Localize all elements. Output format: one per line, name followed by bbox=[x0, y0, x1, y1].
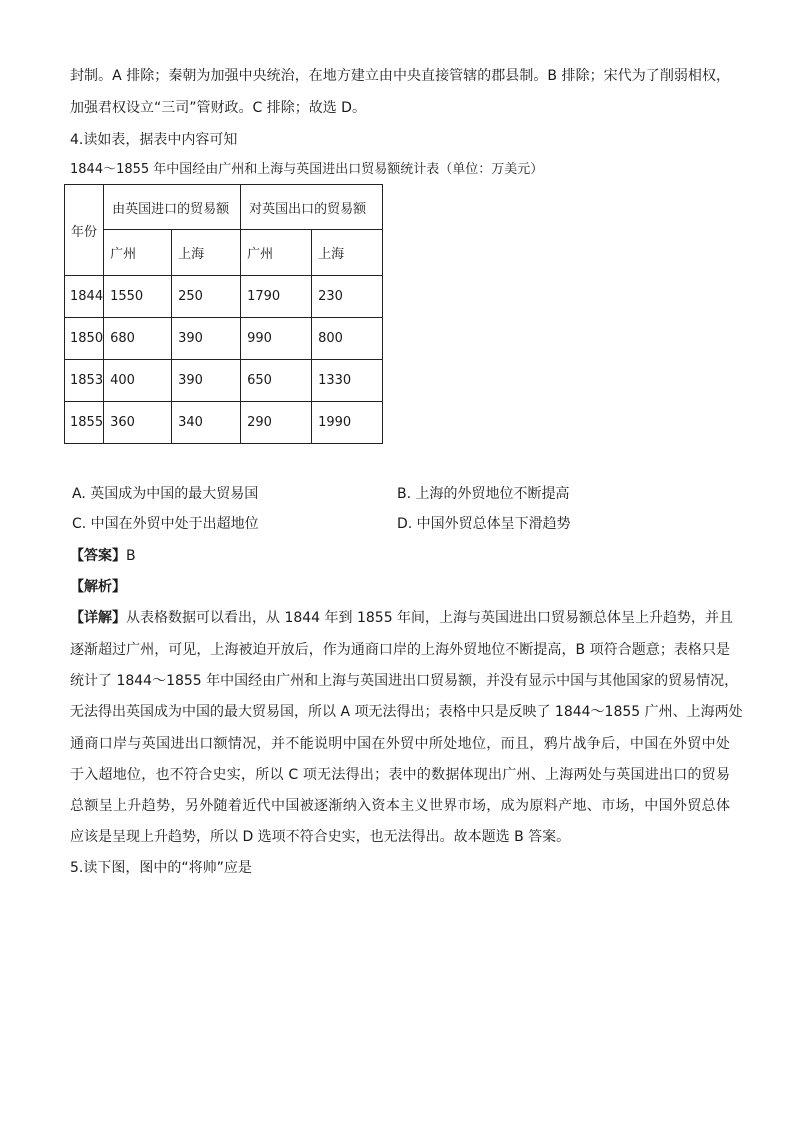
year-cell: 1855 bbox=[65, 402, 104, 444]
value-cell: 680 bbox=[104, 318, 172, 360]
question-4-stem: 4.读如表，据表中内容可知 bbox=[70, 132, 238, 148]
table-row bbox=[65, 402, 383, 444]
detail-tag: 【详解】 bbox=[70, 610, 126, 626]
value-cell: 340 bbox=[172, 402, 241, 444]
detail-line-7: 总额呈上升趋势，另外随着近代中国被逐渐纳入资本主义世界市场，成为原料产地、市场，中国外贸总体 bbox=[70, 798, 730, 814]
value-cell: 360 bbox=[104, 402, 172, 444]
value-cell: 400 bbox=[104, 360, 172, 402]
value-cell: 290 bbox=[241, 402, 312, 444]
sub-header-guangzhou-import: 广州 bbox=[104, 230, 172, 276]
table-row bbox=[65, 318, 383, 360]
value-cell: 990 bbox=[241, 318, 312, 360]
year-header: 年份 bbox=[65, 185, 104, 276]
value-cell: 230 bbox=[312, 276, 383, 318]
question-5-stem: 5.读下图，图中的“将帅”应是 bbox=[70, 860, 252, 876]
detail-line-6: 于入超地位，也不符合史实，所以 C 项无法得出；表中的数据体现出广州、上海两处与英国进出口的贸易 bbox=[70, 767, 730, 783]
sub-header-shanghai-import: 上海 bbox=[172, 230, 241, 276]
value-cell: 650 bbox=[241, 360, 312, 402]
intro-line-2: 加强君权设立“三司”管财政。C 排除；故选 D。 bbox=[70, 100, 366, 116]
intro-line-1: 封制。A 排除；秦朝为加强中央统治，在地方建立由中央直接管辖的郡县制。B 排除；宋代为了削弱相权， bbox=[70, 68, 730, 84]
value-cell: 1330 bbox=[312, 360, 383, 402]
answer-tag: 【答案】 bbox=[70, 548, 126, 564]
analysis-tag: 【解析】 bbox=[70, 579, 126, 595]
year-cell: 1850 bbox=[65, 318, 104, 360]
value-cell: 250 bbox=[172, 276, 241, 318]
detail-line-1 bbox=[70, 608, 734, 628]
detail-line-4: 无法得出英国成为中国的最大贸易国，所以 A 项无法得出；表格中只是反映了 1844～1855 广州、上海两处 bbox=[70, 704, 743, 720]
trade-table bbox=[64, 184, 383, 444]
year-cell: 1844 bbox=[65, 276, 104, 318]
answer-line bbox=[70, 546, 730, 566]
import-group-header: 由英国进口的贸易额 bbox=[104, 185, 241, 230]
analysis-line bbox=[70, 577, 730, 597]
value-cell: 390 bbox=[172, 318, 241, 360]
table-caption: 1844～1855 年中国经由广州和上海与英国进出口贸易额统计表（单位：万美元） bbox=[70, 162, 544, 177]
option-c: C. 中国在外贸中处于出超地位 bbox=[72, 516, 259, 532]
option-b: B. 上海的外贸地位不断提高 bbox=[397, 486, 570, 502]
sub-header-shanghai-export: 上海 bbox=[312, 230, 383, 276]
value-cell: 390 bbox=[172, 360, 241, 402]
table-row bbox=[65, 276, 383, 318]
detail-line-8: 应该是呈现上升趋势，所以 D 选项不符合史实，也无法得出。故本题选 B 答案。 bbox=[70, 829, 571, 845]
answer-value: B bbox=[126, 548, 136, 564]
value-cell: 1550 bbox=[104, 276, 172, 318]
value-cell: 1990 bbox=[312, 402, 383, 444]
option-d: D. 中国外贸总体呈下滑趋势 bbox=[397, 516, 571, 532]
detail-line-5: 通商口岸与英国进出口额情况，并不能说明中国在外贸中所处地位，而且，鸦片战争后，中国在外贸中处 bbox=[70, 736, 730, 752]
option-a: A. 英国成为中国的最大贸易国 bbox=[72, 486, 259, 502]
value-cell: 1790 bbox=[241, 276, 312, 318]
year-cell: 1853 bbox=[65, 360, 104, 402]
detail-text: 从表格数据可以看出，从 1844 年到 1855 年间，上海与英国进出口贸易额总体呈上升趋势，并且 bbox=[126, 610, 734, 626]
table-subheader-row bbox=[65, 230, 383, 276]
table-header-row bbox=[65, 185, 383, 230]
table-row bbox=[65, 360, 383, 402]
value-cell: 800 bbox=[312, 318, 383, 360]
sub-header-guangzhou-export: 广州 bbox=[241, 230, 312, 276]
export-group-header: 对英国出口的贸易额 bbox=[241, 185, 383, 230]
detail-line-3: 统计了 1844～1855 年中国经由广州和上海与英国进出口贸易额，并没有显示中国与其他国家的贸易情况， bbox=[70, 673, 739, 689]
detail-line-2: 逐渐超过广州，可见，上海被迫开放后，作为通商口岸的上海外贸地位不断提高，B 项符合题意；表格只是 bbox=[70, 642, 730, 658]
